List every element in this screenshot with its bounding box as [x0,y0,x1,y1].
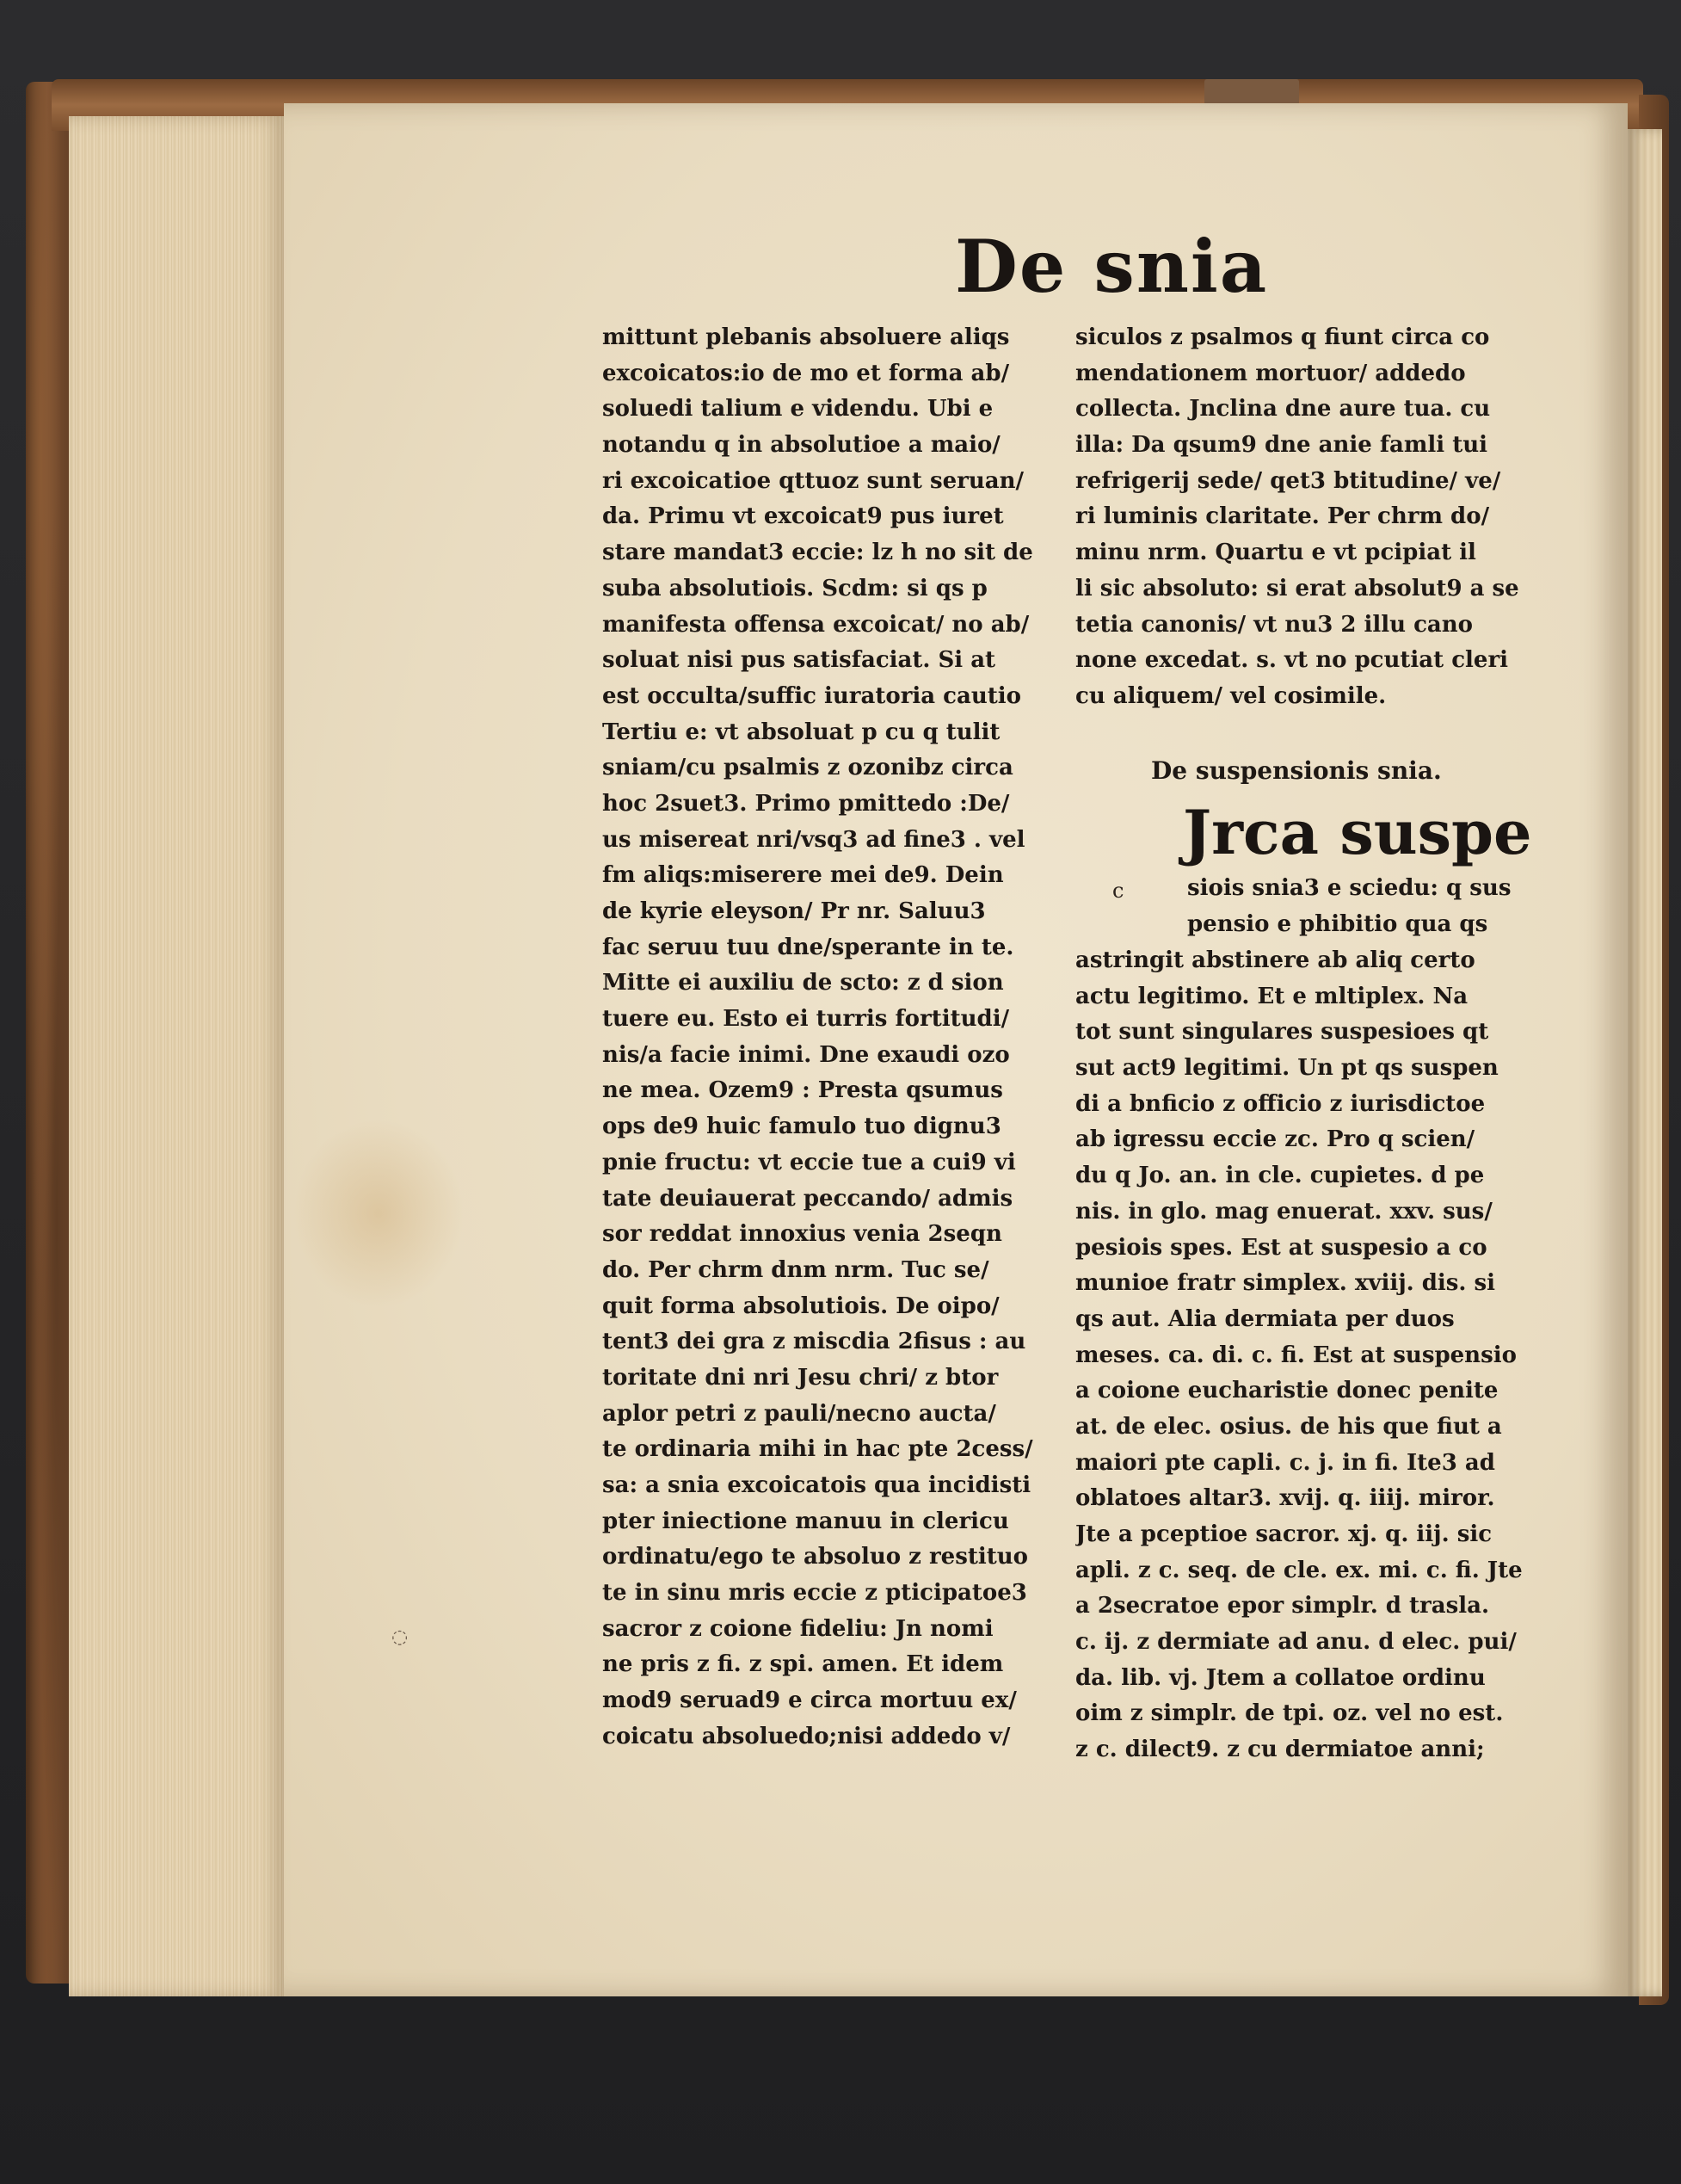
text-line: a 2secratoe epor simplr. d trasla. [1075,1593,1489,1619]
text-line: a coione eucharistie donec penite [1075,1378,1499,1404]
text-line: coicatu absoluedo;nisi addedo v/ [602,1723,1011,1749]
text-line: maiori pte capli. c. j. in fi. Ite3 ad [1075,1449,1495,1476]
facing-page-edge [1628,129,1662,1996]
text-line: refrigerij sede/ qet3 btitudine/ ve/ [1075,467,1501,494]
text-line: at. de elec. osius. de his que fiut a [1075,1413,1502,1440]
text-line: ri excoicatioe qttuoz sunt seruan/ [602,467,1025,494]
text-line: tetia canonis/ vt nu3 2 illu cano [1075,611,1473,638]
text-line: notandu q in absolutioe a maio/ [602,432,1001,459]
text-column-right-indented [1187,871,1557,942]
text-line: pensio e phibitio qua qs [1187,910,1488,937]
text-line: ne pris z fi. z spi. amen. Et idem [602,1651,1004,1678]
text-line: oim z simplr. de tpi. oz. vel no est. [1075,1700,1504,1727]
text-line: ordinatu/ego te absoluo z restituo [602,1544,1028,1570]
text-line: fm aliqs:miserere mei de9. Dein [602,862,1004,889]
text-line: tate deuiauerat peccando/ admis [602,1185,1013,1212]
text-line: cu aliquem/ vel cosimile. [1075,682,1387,709]
text-line: ops de9 huic famulo tuo dignu3 [602,1114,1001,1140]
text-line: ne mea. Ozem9 : Presta qsumus [602,1077,1003,1104]
section-heading: De suspensionis snia. [1151,756,1442,785]
text-line: soluat nisi pus satisfaciat. Si at [602,647,996,674]
text-column-right-bottom [1075,943,1557,1768]
text-line: manifesta offensa excoicat/ no ab/ [602,611,1030,638]
text-line: pesiois spes. Est at suspesio a co [1075,1234,1487,1261]
text-line: mod9 seruad9 e circa mortuu ex/ [602,1687,1017,1714]
text-line: c. ij. z dermiate ad anu. d elec. pui/ [1075,1629,1517,1656]
text-line: sacror z coione fideliu: Jn nomi [602,1615,994,1642]
text-line: soluedi talium e videndu. Ubi e [602,396,994,423]
text-line: stare mandat3 eccie: lz h no sit de [602,540,1033,566]
text-line: est occulta/suffic iuratoria cautio [602,682,1021,709]
text-line: sut act9 legitimi. Un pt qs suspen [1075,1055,1499,1082]
text-column-left [602,320,1067,1755]
text-line: ri luminis claritate. Per chrm do/ [1075,503,1490,530]
text-line: du q Jo. an. in cle. cupietes. d pe [1075,1163,1485,1189]
margin-mark-icon: ◌ [391,1626,409,1648]
text-line: da. lib. vj. Jtem a collatoe ordinu [1075,1664,1486,1691]
text-line: li sic absoluto: si erat absolut9 a se [1075,575,1519,602]
text-line: nis. in glo. mag enuerat. xxv. sus/ [1075,1198,1493,1225]
text-line: sniam/cu psalmis z ozonibz circa [602,755,1013,781]
text-line: illa: Da qsum9 dne anie famli tui [1075,432,1487,459]
text-line: collecta. Jnclina dne aure tua. cu [1075,396,1491,423]
text-line: munioe fratr simplex. xviij. dis. si [1075,1270,1496,1297]
text-line: z c. dilect9. z cu dermiatoe anni; [1075,1737,1485,1763]
guide-letter: c [1112,879,1124,903]
text-line: meses. ca. di. c. fi. Est at suspensio [1075,1342,1517,1368]
text-line: mendationem mortuor/ addedo [1075,360,1466,386]
text-line: fac seruu tuu dne/sperante in te. [602,934,1014,960]
text-line: siois snia3 e sciedu: q sus [1187,875,1512,901]
text-line: ab igressu eccie zc. Pro q scien/ [1075,1126,1475,1153]
text-line: nis/a facie inimi. Dne exaudi ozo [602,1041,1010,1068]
running-head: De snia [955,224,1269,309]
decorated-initial-word: Jrca suspe [1183,797,1532,868]
text-line: tot sunt singulares suspesioes qt [1075,1019,1489,1046]
text-line: mittunt plebanis absoluere aliqs [602,324,1010,350]
text-line: do. Per chrm dnm nrm. Tuc se/ [602,1256,989,1283]
text-line: di a bnficio z officio z iurisdictoe [1075,1090,1486,1117]
text-line: qs aut. Alia dermiata per duos [1075,1305,1455,1332]
text-line: minu nrm. Quartu e vt pcipiat il [1075,540,1476,566]
text-line: quit forma absolutiois. De oipo/ [602,1293,1000,1319]
text-line: actu legitimo. Et e mltiplex. Na [1075,983,1469,1009]
text-line: siculos z psalmos q fiunt circa co [1075,324,1490,350]
binding-tab [1204,79,1299,105]
text-line: aplor petri z pauli/necno aucta/ [602,1400,996,1427]
text-line: none excedat. s. vt no pcutiat cleri [1075,647,1509,674]
text-line: tuere eu. Esto ei turris fortitudi/ [602,1006,1010,1033]
text-line: sa: a snia excoicatois qua incidisti [602,1472,1031,1498]
text-line: hoc 2suet3. Primo pmittedo :De/ [602,790,1010,817]
text-line: astringit abstinere ab aliq certo [1075,947,1475,973]
text-line: suba absolutiois. Scdm: si qs p [602,575,988,602]
text-line: Jte a pceptioe sacror. xj. q. iij. sic [1075,1521,1493,1547]
text-line: oblatoes altar3. xvij. q. iiij. miror. [1075,1485,1495,1512]
text-line: da. Primu vt excoicat9 pus iuret [602,503,1004,530]
text-line: Tertiu e: vt absoluat p cu q tulit [602,719,1001,745]
text-line: pnie fructu: vt eccie tue a cui9 vi [602,1149,1016,1175]
text-line: te in sinu mris eccie z pticipatoe3 [602,1580,1027,1607]
text-line: Mitte ei auxiliu de scto: z d sion [602,970,1004,996]
text-line: apli. z c. seq. de cle. ex. mi. c. fi. Jte [1075,1557,1523,1583]
text-line: pter iniectione manuu in clericu [602,1508,1009,1534]
text-line: excoicatos:io de mo et forma ab/ [602,360,1010,386]
text-line: toritate dni nri Jesu chri/ z btor [602,1364,999,1391]
text-line: de kyrie eleyson/ Pr nr. Saluu3 [602,898,986,924]
text-line: te ordinaria mihi in hac pte 2cess/ [602,1436,1033,1463]
text-line: us misereat nri/vsq3 ad fine3 . vel [602,826,1025,853]
text-line: sor reddat innoxius venia 2seqn [602,1221,1002,1248]
text-column-right-top [1075,320,1557,715]
text-line: tent3 dei gra z miscdia 2fisus : au [602,1329,1026,1355]
paper-stain [292,1119,465,1308]
page-stack-edges [69,116,284,1996]
